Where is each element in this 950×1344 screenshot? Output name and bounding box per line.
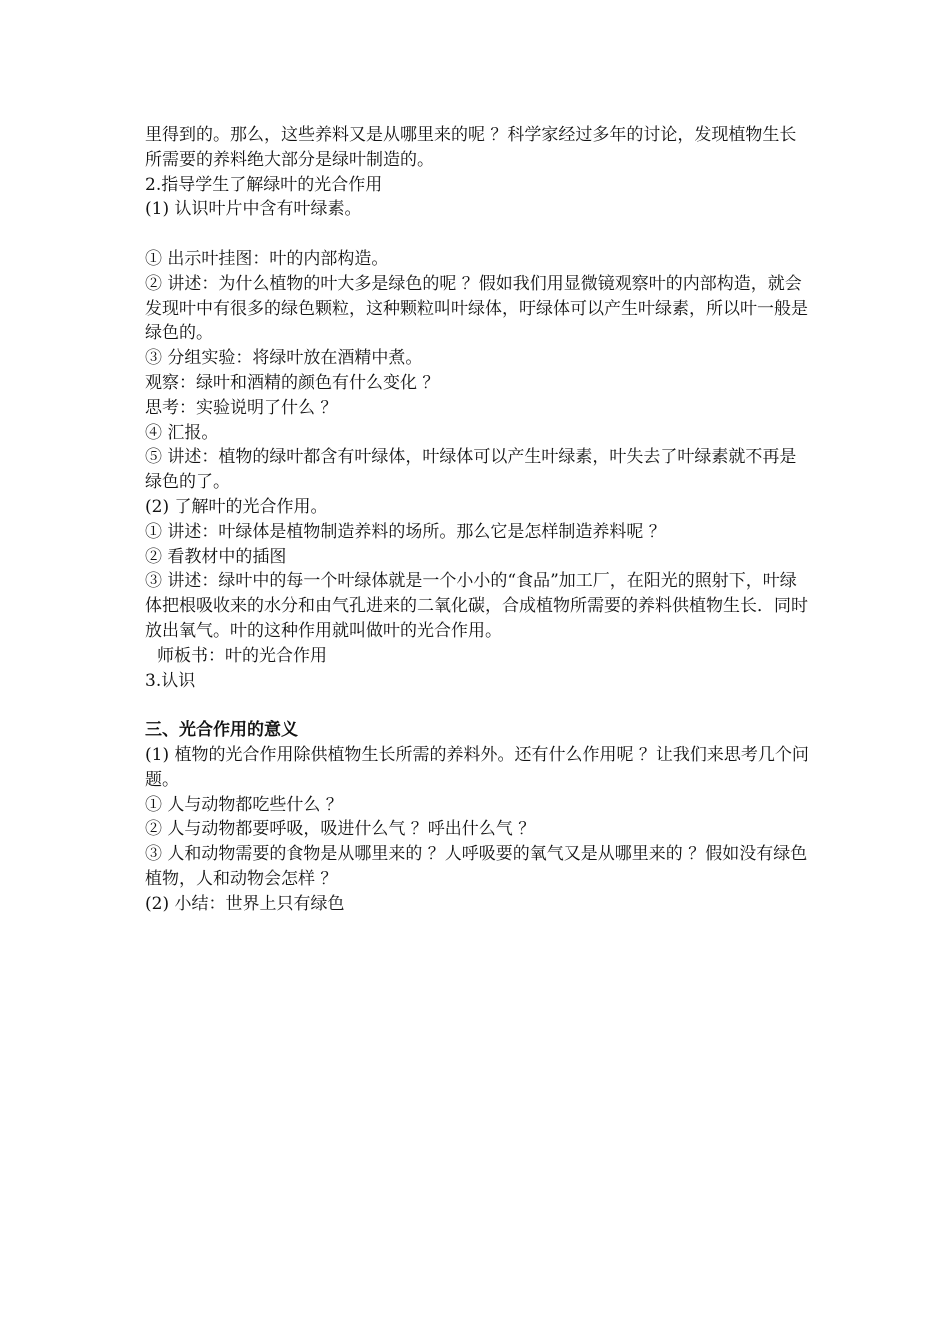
paragraph-item: 观察：绿叶和酒精的颜色有什么变化 ？ [145,372,440,393]
paragraph-item: ③ 讲述：绿叶中的每一个叶绿体就是一个小小的“食品”加工厂，在阳光的照射下，叶绿体把根吸收来的水分和由气孔进来的二氧化碳，合成植物所需要的养料供植物生长．同时放出氧气。叶的这种作用就叫做叶的光合作用。 [145,571,808,641]
paragraph-item: ③ 分组实验：将绿叶放在酒精中煮。 [145,348,423,369]
paragraph-item: ② 人与动物都要呼吸，吸进什么气 ？呼出什么气 ？ [145,819,536,840]
paragraph-item: ④ 汇报。 [145,422,219,443]
paragraph-summary: (2) 小结：世界上只有绿色 [145,893,345,914]
section-heading: 三、光合作用的意义 [145,720,298,741]
paragraph-item: ② 讲述：为什么植物的叶大多是绿色的呢 ？假如我们用显微镜观察叶的内部构造，就会发现叶中有很多的绿色颗粒，这种颗粒叫叶绿体，吁绿体可以产生叶绿素，所以叶一般是绿色的。 [145,273,808,344]
paragraph-step-1: (1) 认识叶片中含有叶绿素。 [145,199,362,220]
paragraph-step-1: (1) 植物的光合作用除供植物生长所需的养料外。还有什么作用呢 ？让我们来思考几个问题。 [145,744,809,790]
document-page [145,123,810,917]
paragraph-section-3-title: 3.认识 [145,670,196,691]
paragraph-item: ③ 人和动物需要的食物是从哪里来的 ？人呼吸要的氧气又是从哪里来的 ？假如没有绿色植物，人和动物会怎样 ？ [145,844,808,889]
paragraph-item: ① 出示叶挂图：叶的内部构造。 [145,248,389,269]
paragraph-board-note: 师板书：叶的光合作用 [157,645,327,666]
paragraph-step-2: (2) 了解叶的光合作用。 [145,496,328,517]
paragraph-item: ① 讲述：叶绿体是植物制造养料的场所。那么它是怎样制造养料呢 ？ [145,521,666,542]
paragraph-item: 思考：实验说明了什么 ？ [145,397,338,418]
blank-line [145,222,810,247]
blank-line [145,693,810,718]
paragraph-item: ⑤ 讲述：植物的绿叶都含有叶绿体，叶绿体可以产生叶绿素，叶失去了叶绿素就不再是绿色的了。 [145,447,797,493]
paragraph-section-2-title: 2.指导学生了解绿叶的光合作用 [145,174,383,195]
paragraph-item: ① 人与动物都吃些什么 ？ [145,794,343,815]
paragraph-intro: 里得到的。那么，这些养料又是从哪里来的呢 ？科学家经过多年的讨论，发现植物生长所需要的养料绝大部分是绿叶制造的。 [145,125,797,170]
paragraph-item: ② 看教材中的插图 [145,546,287,567]
